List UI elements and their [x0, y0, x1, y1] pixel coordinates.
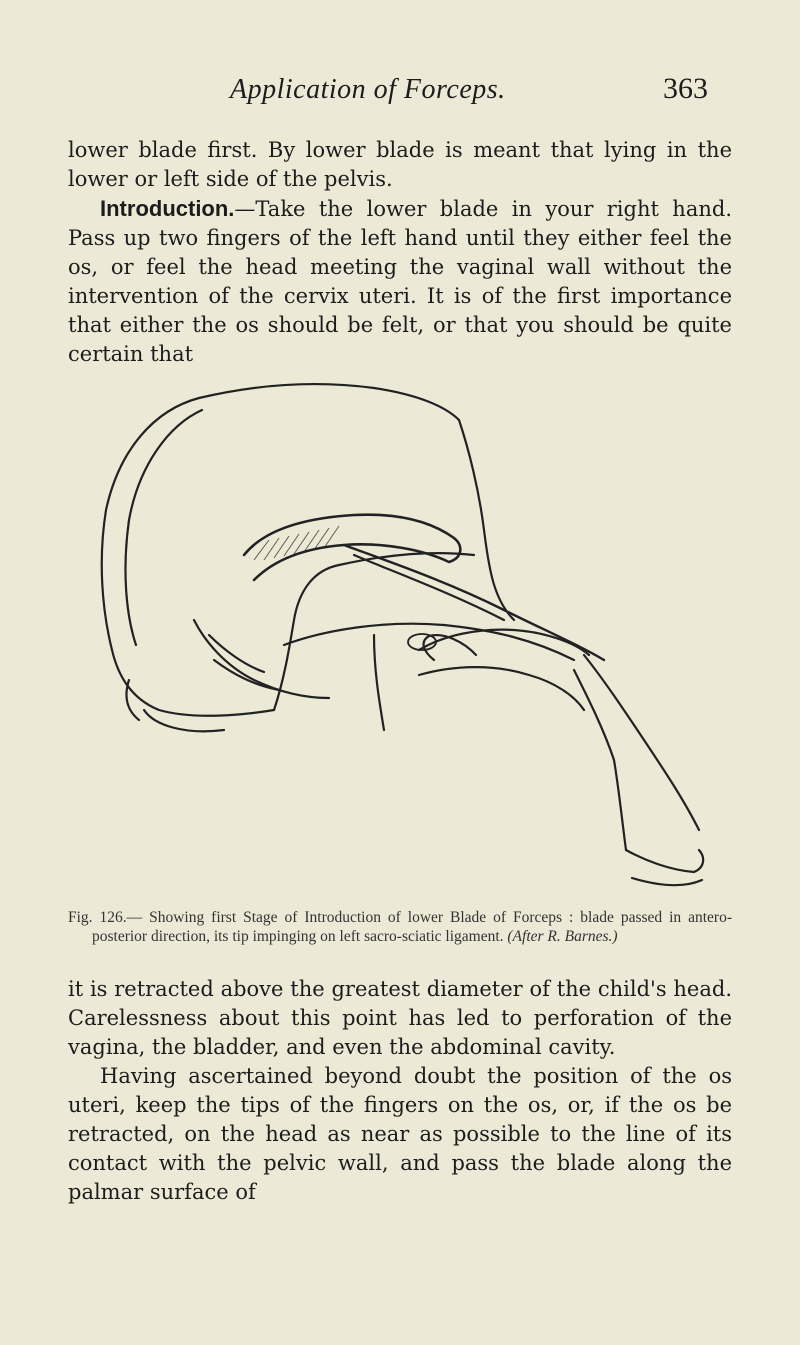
forceps-handle-grip	[626, 850, 703, 872]
caption-text: — Showing first Stage of Introduction of lower Blade of Forceps : blade passed in antero-posterior direction, its tip impinging on left sacro-sciatic ligament.	[92, 909, 732, 945]
figure-label: Fig. 126.	[68, 909, 127, 926]
paragraph-introduction-text: —Take the lower blade in your right hand. Pass up two fingers of the left hand until they either feel the os, or feel the head meeting the vaginal wall without the intervention of the cervix uteri. It is of the first importance that either the os should be felt, or that you should be quite certain that	[68, 197, 732, 366]
forceps-shank	[344, 545, 604, 660]
forceps-handle-edge	[574, 670, 626, 850]
hatching-2	[264, 538, 279, 560]
operator-hand-upper	[419, 630, 589, 655]
forceps-shank-edge	[354, 555, 504, 620]
paragraph-lower-blade: lower blade first. By lower blade is meant that lying in the lower or left side of the pelvis.	[68, 138, 732, 191]
hatching-4	[284, 534, 299, 556]
page-header	[68, 74, 708, 114]
caption-paragraph	[68, 908, 732, 946]
forceps-engraving	[84, 380, 724, 910]
sacrum-curve	[199, 384, 459, 420]
paragraph-retraction: it is retracted above the greatest diameter of the child's head. Carelessness about this point has led to perforation of the vagina, the bladder, and even the abdominal cavity.	[68, 977, 732, 1059]
body-text-top	[68, 136, 732, 369]
figure-caption	[68, 908, 732, 946]
pelvis-outline	[102, 398, 274, 716]
coccyx	[126, 680, 139, 720]
pelvic-wall-right	[459, 420, 514, 620]
hatching-3	[274, 536, 289, 558]
body-text-bottom	[68, 975, 732, 1207]
pelvis-inner-contour	[125, 410, 202, 645]
running-title: Application of Forceps.	[230, 74, 506, 105]
symphysis-line	[374, 635, 384, 730]
forceps-handle	[584, 655, 699, 830]
caption-credit: (After R. Barnes.)	[507, 928, 618, 945]
forceps-illustration	[84, 380, 724, 910]
perineum	[144, 710, 224, 731]
page-number: 363	[663, 72, 708, 105]
forceps-handle-end	[632, 878, 702, 885]
operator-hand-lower	[419, 667, 584, 710]
paragraph-introduction	[68, 194, 732, 369]
paragraph-ascertained: Having ascertained beyond doubt the position of the os uteri, keep the tips of the fingers on the os, or, if the os be retracted, on the head as near as possible to the line of its contact with the pelvic wall, and pass the blade along the palmar surface of	[68, 1064, 732, 1204]
section-heading: Introduction.	[100, 196, 235, 221]
